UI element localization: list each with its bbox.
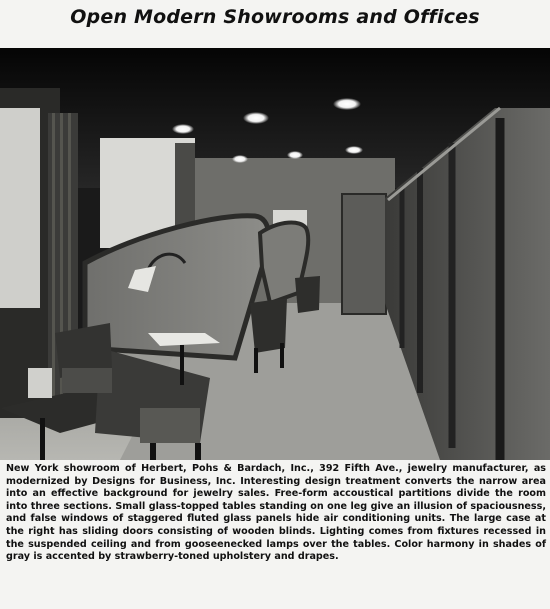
ceiling-light [172,124,194,134]
showroom-photo-drawing [0,48,550,460]
left-window [0,108,40,308]
ceiling-light [333,98,361,110]
photo-caption: New York showroom of Herbert, Pohs & Bardach, Inc., 392 Fifth Ave., jewelry manufacturer, as modernized by Designs for Business, Inc. Interesting design treatment converts the narrow area into an effective background for jewelry sales. Free-form accoustical partitions divide the room into three sections. Small glass-topped tables standing on one leg give an illusion of spaciousness, and false windows of staggered fluted glass panels hide air conditioning units. The large case at the right has sliding doors consisting of wooden blinds. Lighting comes from fixtures recessed in the suspended ceiling and from gooseenecked lamps over the tables. Color harmony in shades of gray is accented by strawberry-toned upholstery and drapes. [6,463,546,563]
showroom-photo [0,48,550,460]
headline: Open Modern Showrooms and Offices [70,6,480,28]
ceiling-light [287,151,303,159]
chair [55,323,112,393]
ceiling-light [243,112,269,124]
ceiling-light [232,155,248,163]
ceiling-light [345,146,363,154]
back-door [342,194,386,314]
glass-vase [28,368,52,398]
chair [295,276,320,313]
